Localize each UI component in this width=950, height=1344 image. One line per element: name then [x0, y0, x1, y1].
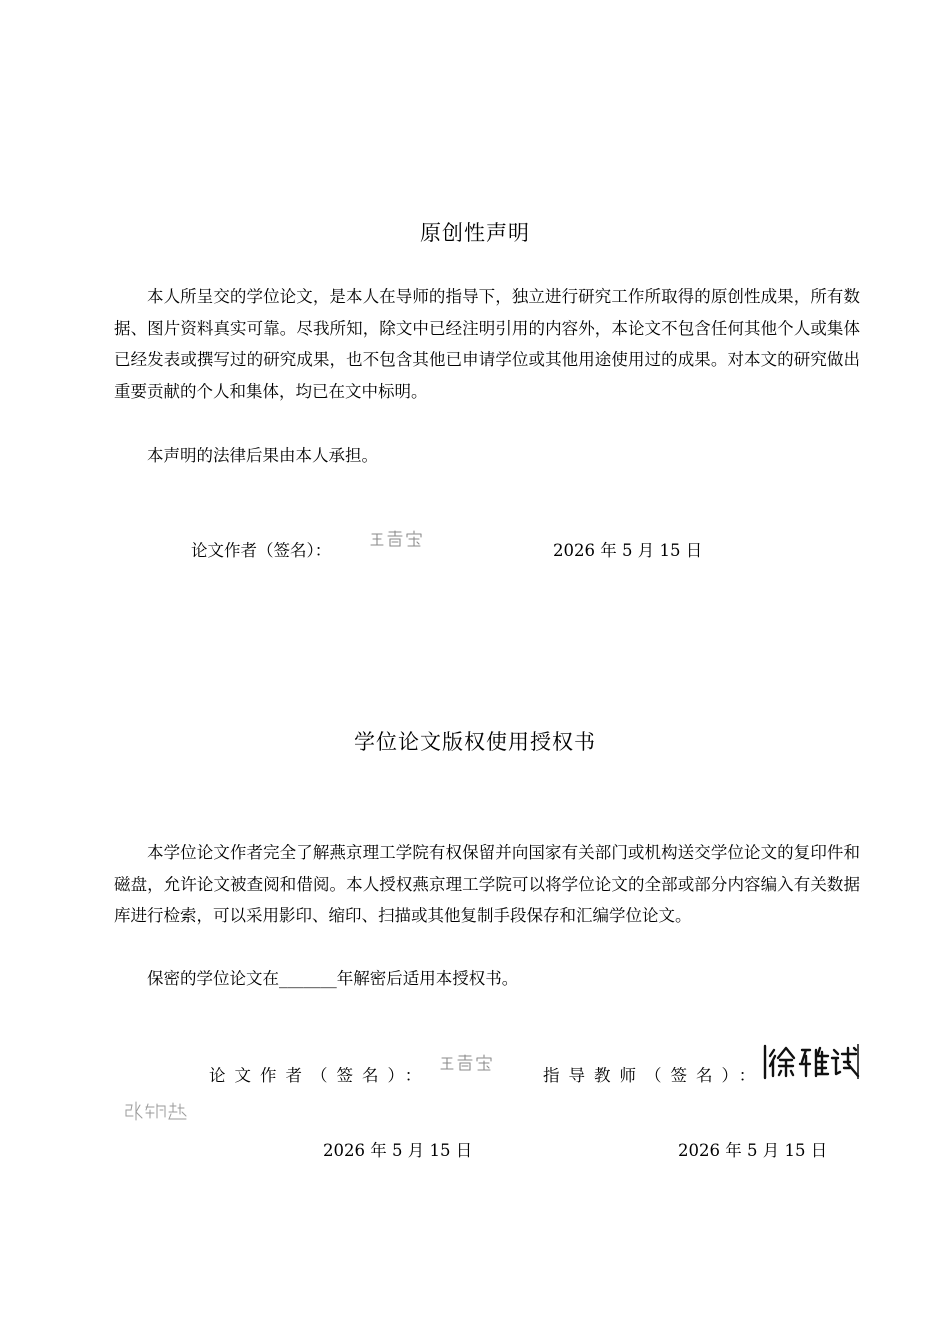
- advisor-signature: [762, 1044, 860, 1080]
- authorization-title: 学位论文版权使用授权书: [354, 730, 596, 754]
- authorization-author-label: 论文作者（签名）：: [209, 1066, 431, 1085]
- authorization-author-signature: [440, 1054, 496, 1072]
- declaration-author-signature: [370, 530, 426, 548]
- authorization-advisor-date: 2026 年 5 月 15 日: [678, 1141, 828, 1160]
- authorization-confidential: 保密的学位论文在_______年解密后适用本授权书。: [147, 969, 519, 988]
- declaration-liability: 本声明的法律后果由本人承担。: [147, 446, 378, 465]
- authorization-body: 本学位论文作者完全了解燕京理工学院有权保留并向国家有关部门或机构送交学位论文的复印件和磁盘，允许论文被查阅和借阅。本人授权燕京理工学院可以将学位论文的全部或部分内容编入有关数据库进行检索，可以采用影印、缩印、扫描或其他复制手段保存和汇编学位论文。: [114, 843, 860, 925]
- authorization-advisor-label: 指导教师（签名）：: [543, 1066, 765, 1085]
- declaration-date: 2026 年 5 月 15 日: [553, 541, 703, 560]
- declaration-title: 原创性声明: [420, 221, 530, 245]
- declaration-body: 本人所呈交的学位论文，是本人在导师的指导下，独立进行研究工作所取得的原创性成果，所有数据、图片资料真实可靠。尽我所知，除文中已经注明引用的内容外，本论文不包含任何其他个人或集体已经发表或撰写过的研究成果，也不包含其他已申请学位或其他用途使用过的成果。对本文的研究做出重要贡献的个人和集体，均已在文中标明。: [114, 287, 860, 401]
- declaration-author-label: 论文作者（签名）：: [191, 541, 332, 560]
- extra-signature: [124, 1100, 190, 1122]
- authorization-author-date: 2026 年 5 月 15 日: [323, 1141, 473, 1160]
